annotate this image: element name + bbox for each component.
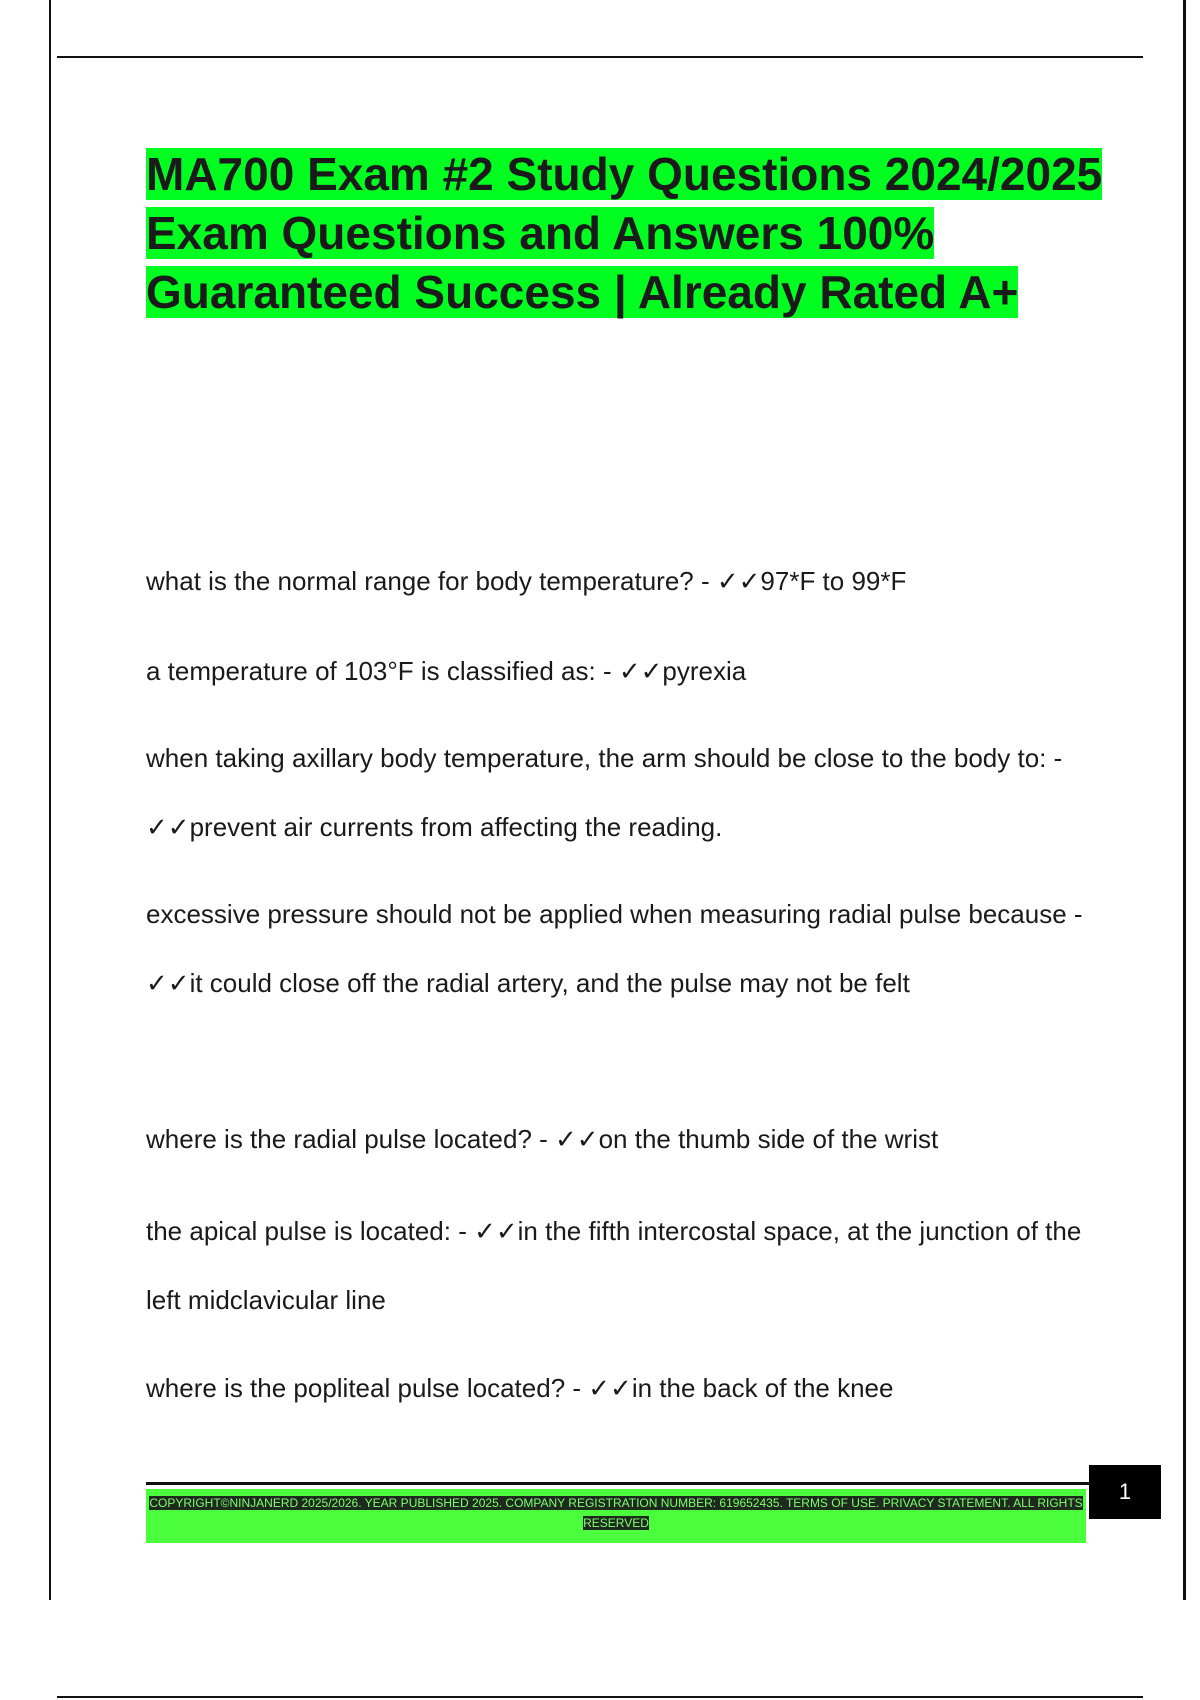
copyright-text: COPYRIGHT©NINJANERD 2025/2026. YEAR PUBLISHED 2025. COMPANY REGISTRATION NUMBER: 619652435. TERMS OF USE. PRIVACY STATEMENT. ALL RIGHTS RESERVED bbox=[149, 1496, 1083, 1530]
qa-item-6: the apical pulse is located: - ✓✓in the fifth intercostal space, at the junction of the left midclavicular line bbox=[146, 1216, 1082, 1315]
qa-item-7: where is the popliteal pulse located? - ✓✓in the back of the knee bbox=[146, 1373, 894, 1403]
document-title-text: MA700 Exam #2 Study Questions 2024/2025 Exam Questions and Answers 100% Guaranteed Success | Already Rated A+ bbox=[146, 148, 1103, 318]
page-number: 1 bbox=[1089, 1465, 1161, 1519]
copyright-footer bbox=[146, 1489, 1086, 1543]
qa-item-4: excessive pressure should not be applied when measuring radial pulse because - ✓✓it could close off the radial artery, and the pulse may not be felt bbox=[146, 899, 1083, 998]
document-title bbox=[146, 145, 1106, 322]
page-bottom-rule bbox=[57, 1696, 1143, 1698]
qa-item-1: what is the normal range for body temperature? - ✓✓97*F to 99*F bbox=[146, 566, 907, 596]
footer-rule bbox=[146, 1482, 1090, 1485]
qa-item-2: a temperature of 103°F is classified as: - ✓✓pyrexia bbox=[146, 656, 747, 686]
page-right-border bbox=[1183, 0, 1186, 1600]
page-top-rule bbox=[57, 56, 1143, 58]
qa-item-5: where is the radial pulse located? - ✓✓on the thumb side of the wrist bbox=[146, 1124, 939, 1154]
qa-item-3: when taking axillary body temperature, the arm should be close to the body to: - ✓✓prevent air currents from affecting the reading. bbox=[146, 743, 1063, 842]
page-left-border bbox=[49, 0, 51, 1600]
